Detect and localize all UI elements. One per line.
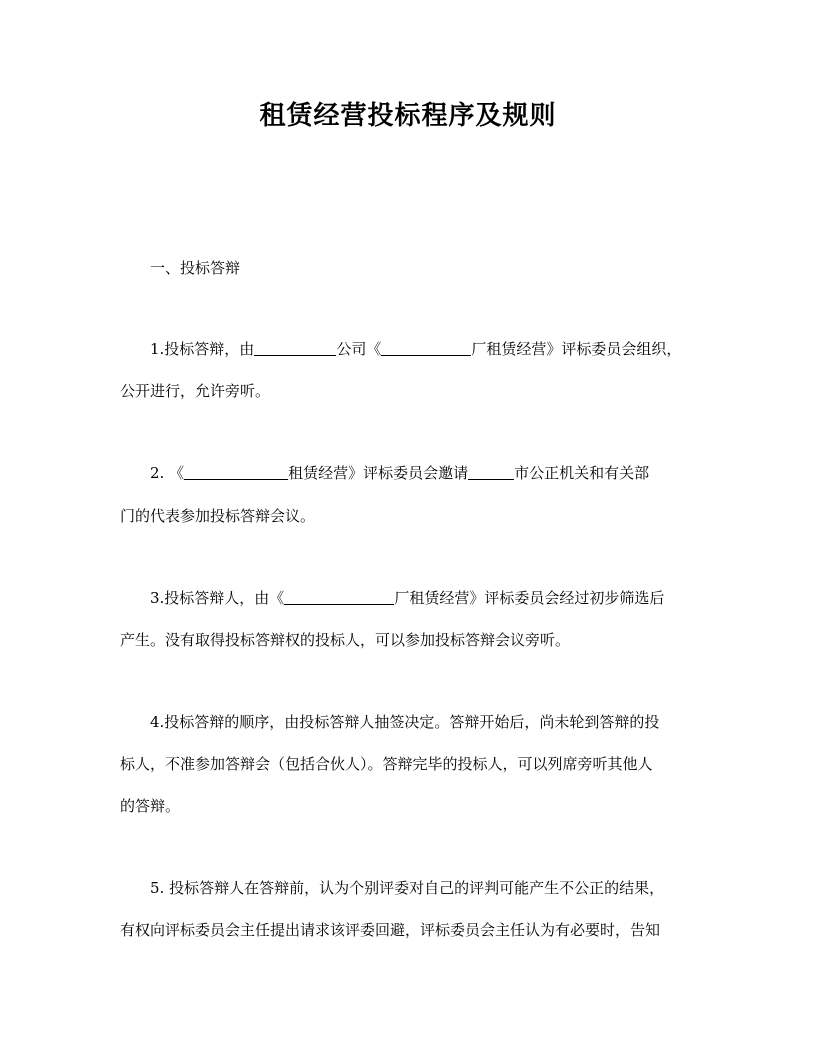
paragraph-2-line-2: 门的代表参加投标答辩会议。 <box>120 507 316 525</box>
paragraph-2-line-1 <box>150 461 700 485</box>
paragraph-3-text-a: 3.投标答辩人，由《 <box>150 589 285 607</box>
paragraph-1-line-2: 公开进行，允许旁听。 <box>120 382 271 400</box>
paragraph-1-text-c: 厂租赁经营》评标委员会组织， <box>471 340 682 358</box>
paragraph-3-line-2: 产生。没有取得投标答辩权的投标人，可以参加投标答辩会议旁听。 <box>120 631 571 649</box>
paragraph-1-line-1 <box>150 337 700 361</box>
paragraph-5-line-2: 有权向评标委员会主任提出请求该评委回避，评标委员会主任认为有必要时，告知 <box>120 921 661 939</box>
fill-in-blank <box>381 339 471 356</box>
paragraph-4-line-1: 4.投标答辩的顺序，由投标答辩人抽签决定。答辩开始后，尚未轮到答辩的投 <box>150 713 660 731</box>
paragraph-1-text-a: 1.投标答辩，由 <box>150 340 255 358</box>
fill-in-blank <box>254 339 336 356</box>
paragraph-3-line-1 <box>150 586 700 610</box>
fill-in-blank <box>468 463 514 480</box>
fill-in-blank <box>284 588 394 605</box>
paragraph-2-text-c: 市公正机关和有关部 <box>514 464 650 482</box>
paragraph-2-text-a: 2. 《 <box>150 464 185 482</box>
paragraph-4-line-3: 的答辩。 <box>120 797 181 815</box>
fill-in-blank <box>184 463 288 480</box>
paragraph-1-text-b: 公司《 <box>336 340 382 358</box>
paragraph-3-text-b: 厂租赁经营》评标委员会经过初步筛选后 <box>394 589 665 607</box>
document-title: 租赁经营投标程序及规则 <box>259 101 557 131</box>
paragraph-2-text-b: 租赁经营》评标委员会邀请 <box>288 464 469 482</box>
paragraph-4-line-2: 标人，不准参加答辩会（包括合伙人）。答辩完毕的投标人，可以列席旁听其他人 <box>120 755 653 773</box>
section-heading: 一、投标答辩 <box>150 259 241 277</box>
paragraph-5-line-1: 5. 投标答辩人在答辩前，认为个别评委对自己的评判可能产生不公正的结果， <box>150 879 665 897</box>
